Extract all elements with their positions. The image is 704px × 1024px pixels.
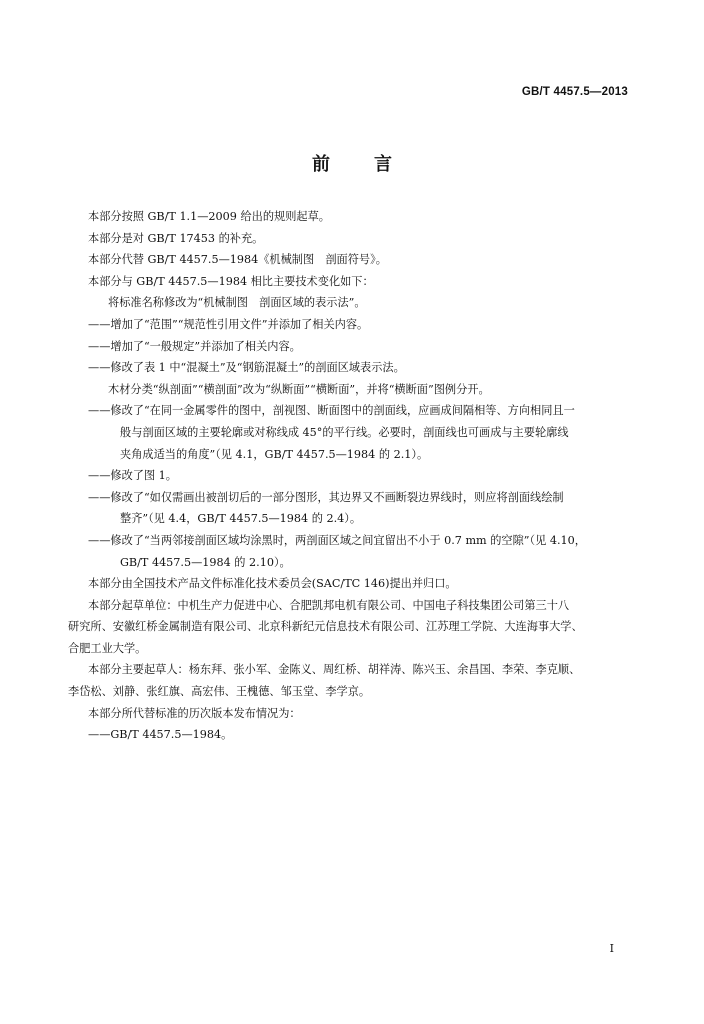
- list-item-continuation: 般与剖面区域的主要轮廓或对称线成 45°的平行线。必要时，剖面线也可画成与主要轮廓线: [120, 425, 569, 439]
- list-item: ——修改了“在同一金属零件的图中，剖视图、断面图中的剖面线，应画成间隔相等、方向相同且一: [88, 404, 575, 418]
- list-item-continuation: 整齐”（见 4.4，GB/T 4457.5—1984 的 2.4）。: [120, 512, 362, 526]
- page-title: 前言: [312, 154, 436, 175]
- list-item: ——GB/T 4457.5—1984。: [88, 728, 233, 742]
- foreword-line: 将标准名称修改为“机械制图 剖面区域的表示法”。: [108, 296, 366, 310]
- list-item: ——修改了表 1 中“混凝土”及“钢筋混凝土”的剖面区域表示法。: [88, 361, 405, 375]
- standard-code: GB/T 4457.5—2013: [521, 86, 628, 98]
- foreword-body: [68, 206, 638, 746]
- foreword-line-continuation: 李岱松、刘静、张红旗、高宏伟、王槐德、邹玉堂、李学京。: [68, 685, 371, 699]
- foreword-line: 本部分是对 GB/T 17453 的补充。: [88, 231, 264, 245]
- list-item-continuation: 夹角成适当的角度”（见 4.1，GB/T 4457.5—1984 的 2.1）。: [120, 447, 429, 461]
- foreword-line: 本部分起草单位：中机生产力促进中心、合肥凯邦电机有限公司、中国电子科技集团公司第三十八: [88, 598, 570, 612]
- foreword-line: 本部分按照 GB/T 1.1—2009 给出的规则起草。: [88, 210, 330, 223]
- foreword-line: 本部分所代替标准的历次版本发布情况为：: [88, 706, 301, 720]
- page-number: I: [609, 942, 614, 955]
- foreword-line: 木材分类“纵剖面”“横剖面”改为“纵断面”“横断面”，并将“横断面”图例分开。: [108, 382, 490, 396]
- foreword-line-continuation: 合肥工业大学。: [68, 641, 147, 655]
- foreword-line: 本部分主要起草人：杨东拜、张小军、金陈义、周红桥、胡祥涛、陈兴玉、余昌国、李荣、李克顺、: [88, 663, 581, 677]
- list-item: ——增加了“一般规定”并添加了相关内容。: [88, 339, 301, 353]
- list-item: ——增加了“范围”“规范性引用文件”并添加了相关内容。: [88, 317, 369, 331]
- list-item: ——修改了“如仅需画出被剖切后的一部分图形，其边界又不画断裂边界线时，则应将剖面线绘制: [88, 490, 564, 504]
- list-item-continuation: GB/T 4457.5—1984 的 2.10）。: [120, 555, 291, 569]
- foreword-line-continuation: 研究所、安徽红桥金属制造有限公司、北京科新纪元信息技术有限公司、江苏理工学院、大连海事大学、: [68, 620, 583, 634]
- foreword-line: 本部分代替 GB/T 4457.5—1984《机械制图 剖面符号》。: [88, 253, 387, 267]
- foreword-line: 本部分与 GB/T 4457.5—1984 相比主要技术变化如下：: [88, 274, 374, 288]
- list-item: ——修改了“当两邻接剖面区域均涂黑时，两剖面区域之间宜留出不小于 0.7 mm 的空隙”（见 4.10，: [88, 533, 586, 547]
- list-item: ——修改了图 1。: [88, 469, 177, 483]
- foreword-line: 本部分由全国技术产品文件标准化技术委员会(SAC/TC 146)提出并归口。: [88, 577, 457, 591]
